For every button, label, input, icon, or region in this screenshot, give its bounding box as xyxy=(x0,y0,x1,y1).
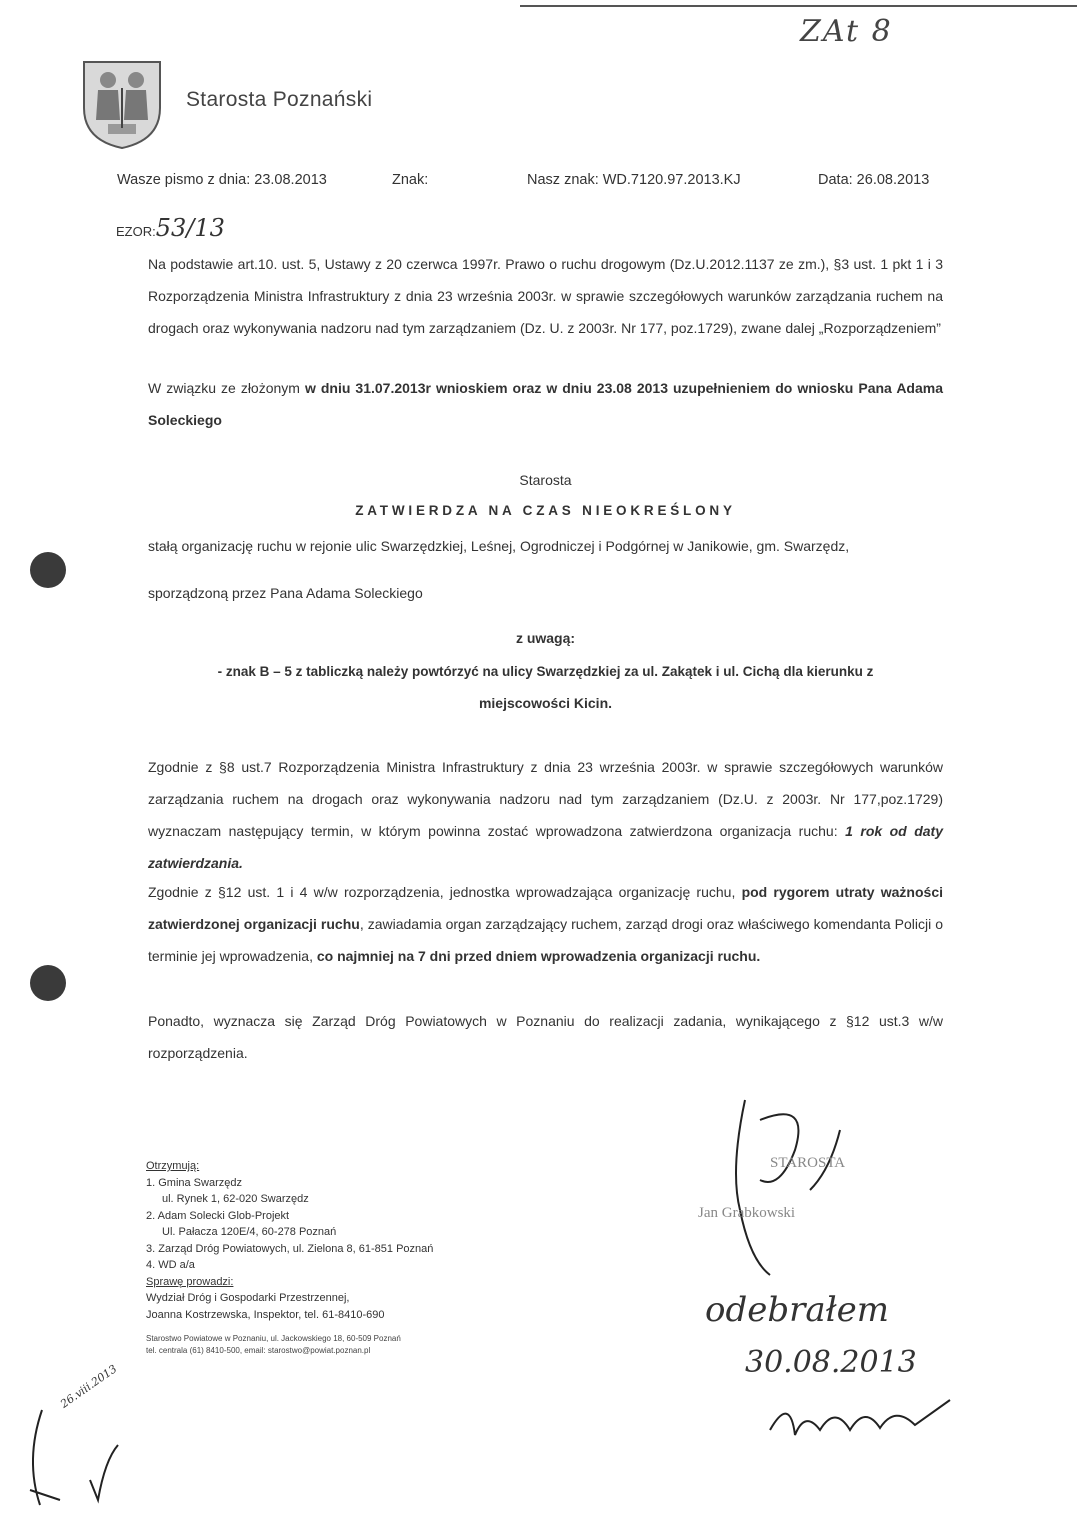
notification-paragraph xyxy=(148,876,943,972)
sign-label: Znak: xyxy=(392,172,429,188)
remark-title: z uwagą: xyxy=(515,630,576,646)
your-letter-date: Wasze pismo z dnia: 23.08.2013 xyxy=(117,172,327,188)
our-reference: Nasz znak: WD.7120.97.2013.KJ xyxy=(527,172,741,188)
handwritten-mark xyxy=(20,1400,140,1510)
deadline-paragraph xyxy=(148,751,943,879)
received-signature xyxy=(765,1390,965,1450)
deadline-text: Zgodnie z §8 ust.7 Rozporządzenia Ministra Infrastruktury z dnia 23 września 2003r. w sprawie szczegółowych warunków zarządzania ruchem na drogach oraz wykonywania nadzoru nad tym zarządzaniem (Dz.U. z 2003r. Nr 177,poz.1729) wyznaczam następujący termin, w którym powinna zostać wprowadzona zatwierdzona organizacja ruchu: xyxy=(148,759,943,839)
legal-basis-paragraph: Na podstawie art.10. ust. 5, Ustawy z 20 czerwca 1997r. Prawo o ruchu drogowym (Dz.U.2012.1137 ze zm.), §3 ust. 1 pkt 1 i 3 Rozporządzenia Ministra Infrastruktury z dnia 23 września 2003r. w sprawie szczegółowych warunków zarządzania ruchem na drogach oraz wykonywania nadzoru nad tym zarządzaniem (Dz. U. z 2003r. Nr 177, poz.1729), zwane dalej „Rozporządzeniem” xyxy=(148,256,943,336)
footer xyxy=(146,1333,526,1357)
recipient-item: 3. Zarząd Dróg Powiatowych, ul. Zielona 8, 61-851 Poznań xyxy=(146,1242,434,1255)
notification-deadline: co najmniej na 7 dni przed dniem wprowadzenia organizacji ruchu. xyxy=(316,948,761,964)
signature-scribble xyxy=(700,1090,870,1280)
ezor-label: EZOR: xyxy=(116,224,156,239)
received-note: odebrałem xyxy=(705,1290,890,1330)
handled-by-person: Joanna Kostrzewska, Inspektor, tel. 61-8410-690 xyxy=(146,1308,385,1321)
organization-scope: stałą organizację ruchu w rejonie ulic Swarzędzkiej, Leśnej, Ogrodniczej i Podgórnej w Janikowie, gm. Swarzędz, xyxy=(148,538,850,554)
ezor-number xyxy=(116,214,225,242)
stamp-title: STAROSTA xyxy=(770,1155,846,1171)
recipient-item: 2. Adam Solecki Glob-Projekt xyxy=(146,1209,290,1222)
punch-hole xyxy=(30,552,66,588)
remark-line-2: miejscowości Kicin. xyxy=(478,695,613,711)
letter-date: Data: 26.08.2013 xyxy=(818,172,930,188)
approval-heading: ZATWIERDZA NA CZAS NIEOKREŚLONY xyxy=(355,503,736,518)
coat-of-arms-icon xyxy=(78,58,166,150)
designation-paragraph: Ponadto, wyznacza się Zarząd Dróg Powiatowych w Poznaniu do realizacji zadania, wynikającego z §12 ust.3 w/w rozporządzenia. xyxy=(148,1013,943,1061)
starosta-heading: Starosta xyxy=(519,472,572,488)
notification-text-b: , zawiadamia organ zarządzający ruchem, zarząd drogi oraz właściwego komendanta Policji o terminie jej wprowadzenia, xyxy=(148,916,944,964)
recipient-item: 1. Gmina Swarzędz xyxy=(146,1176,242,1189)
recipients-title: Otrzymują: xyxy=(146,1160,200,1172)
handled-by-title: Sprawę prowadzi: xyxy=(146,1275,234,1288)
handwritten-attachment-note: ZAt 8 xyxy=(800,14,893,49)
recipients-block xyxy=(146,1158,526,1323)
top-rule xyxy=(520,5,1077,7)
stamp-name: Jan Grabkowski xyxy=(698,1205,796,1221)
recipient-item: Ul. Pałacza 120E/4, 60-278 Poznań xyxy=(162,1226,337,1238)
application-text: W związku ze złożonym xyxy=(148,380,305,396)
application-dates: w dniu 31.07.2013r wnioskiem oraz w dniu 23.08 2013 uzupełnieniem do wniosku Pana Adama Soleckiego xyxy=(148,380,943,428)
application-paragraph xyxy=(148,372,943,436)
notification-text-a: Zgodnie z §12 ust. 1 i 4 w/w rozporządzenia, jednostka wprowadzająca organizację ruchu, xyxy=(148,884,742,900)
footer-address: Starostwo Powiatowe w Poznaniu, ul. Jackowskiego 18, 60-509 Poznań xyxy=(146,1334,401,1343)
prepared-by: sporządzoną przez Pana Adama Soleckiego xyxy=(148,585,423,601)
received-date: 30.08.2013 xyxy=(745,1345,917,1380)
recipient-item: ul. Rynek 1, 62-020 Swarzędz xyxy=(162,1193,309,1205)
recipient-item: 4. WD a/a xyxy=(146,1259,195,1271)
footer-contact: tel. centrala (61) 8410-500, email: starostwo@powiat.poznan.pl xyxy=(146,1346,371,1355)
deadline-term: 1 rok od daty zatwierdzania. xyxy=(148,823,944,871)
ezor-value: 53/13 xyxy=(155,214,225,242)
notification-condition: pod rygorem utraty ważności zatwierdzonej organizacji ruchu xyxy=(148,884,943,932)
handled-by-dept: Wydział Dróg i Gospodarki Przestrzennej, xyxy=(146,1292,350,1304)
remark-line-1: - znak B – 5 z tabliczką należy powtórzyć na ulicy Swarzędzkiej za ul. Zakątek i ul. Cichą dla kierunku z xyxy=(217,664,874,679)
organization-name: Starosta Poznański xyxy=(186,88,373,111)
punch-hole xyxy=(30,965,66,1001)
handwritten-date-note: 26.viii.2013 xyxy=(58,1362,120,1411)
